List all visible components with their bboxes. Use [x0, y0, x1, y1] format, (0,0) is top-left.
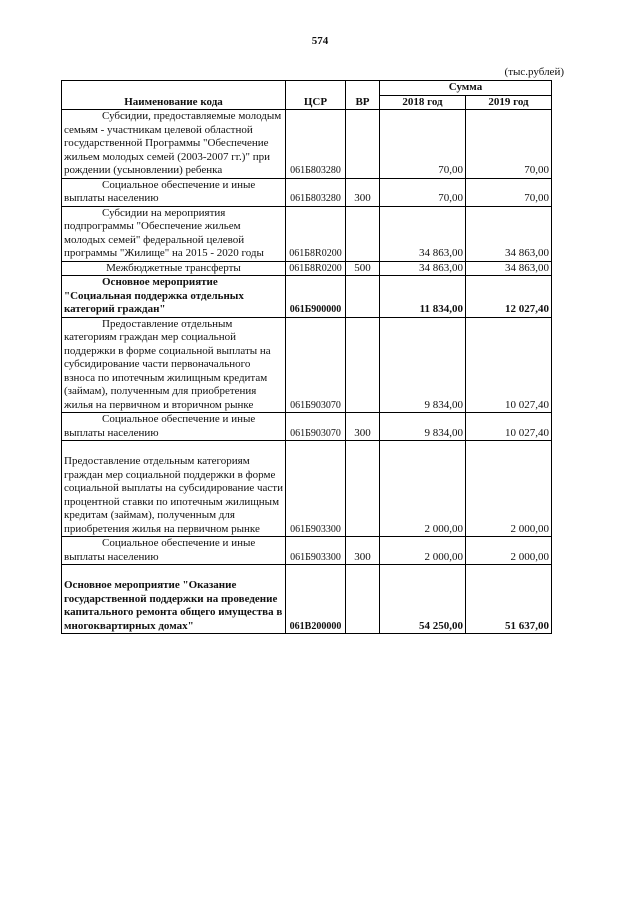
header-year-2019: 2019 год	[466, 95, 552, 110]
page-number: 574	[311, 35, 329, 47]
table-row	[62, 317, 552, 413]
row-2019: 10 027,40	[466, 413, 552, 441]
row-2018: 70,00	[380, 110, 466, 179]
row-2019: 51 637,00	[466, 565, 552, 634]
row-name: Межбюджетные трансферты	[62, 261, 286, 276]
row-2018: 34 863,00	[380, 261, 466, 276]
table-row	[62, 206, 552, 261]
row-vr	[346, 206, 380, 261]
row-csr: 061Б803280	[286, 178, 346, 206]
row-2019: 2 000,00	[466, 537, 552, 565]
budget-table	[61, 80, 552, 634]
row-name: Предоставление отдельным категориям граждан мер социальной поддержки в форме социальной выплаты на субсидирование части первоначального взноса по ипотечным жилищным кредитам (займам), полученным для приобретения жилья на первичном и вторичном рынке	[62, 317, 286, 413]
table-row	[62, 276, 552, 318]
header-vr: ВР	[346, 81, 380, 110]
row-vr	[346, 441, 380, 537]
row-2019: 34 863,00	[466, 261, 552, 276]
row-vr: 500	[346, 261, 380, 276]
row-2018: 2 000,00	[380, 537, 466, 565]
row-csr: 061Б903070	[286, 413, 346, 441]
table-row	[62, 565, 552, 634]
row-2018: 2 000,00	[380, 441, 466, 537]
row-2018: 54 250,00	[380, 565, 466, 634]
row-2019: 12 027,40	[466, 276, 552, 318]
row-csr: 061Б8R0200	[286, 206, 346, 261]
row-csr: 061В200000	[286, 565, 346, 634]
row-vr: 300	[346, 413, 380, 441]
row-name: Субсидии на мероприятия подпрограммы "Обеспечение жильем молодых семей" федеральной целевой программы "Жилище" на 2015 - 2020 годы	[62, 206, 286, 261]
row-2019: 70,00	[466, 178, 552, 206]
row-vr: 300	[346, 178, 380, 206]
row-name: Социальное обеспечение и иные выплаты населению	[62, 178, 286, 206]
units-label: (тыс.рублей)	[504, 66, 564, 78]
row-2019: 70,00	[466, 110, 552, 179]
row-2018: 70,00	[380, 178, 466, 206]
row-csr: 061Б8R0200	[286, 261, 346, 276]
row-csr: 061Б900000	[286, 276, 346, 318]
header-name: Наименование кода	[62, 81, 286, 110]
table-row	[62, 413, 552, 441]
header-sum: Сумма	[380, 81, 552, 96]
row-2018: 11 834,00	[380, 276, 466, 318]
row-csr: 061Б903300	[286, 537, 346, 565]
row-2019: 10 027,40	[466, 317, 552, 413]
header-csr: ЦСР	[286, 81, 346, 110]
row-vr	[346, 110, 380, 179]
row-name: Социальное обеспечение и иные выплаты населению	[62, 537, 286, 565]
row-2019: 2 000,00	[466, 441, 552, 537]
row-vr	[346, 276, 380, 318]
row-name: Основное мероприятие "Оказание государственной поддержки на проведение капитального ремонта общего имущества в многоквартирных домах"	[62, 565, 286, 634]
row-2018: 9 834,00	[380, 413, 466, 441]
row-vr: 300	[346, 537, 380, 565]
header-year-2018: 2018 год	[380, 95, 466, 110]
row-vr	[346, 565, 380, 634]
row-csr: 061Б903070	[286, 317, 346, 413]
row-name: Основное мероприятие "Социальная поддержка отдельных категорий граждан"	[62, 276, 286, 318]
table-row	[62, 261, 552, 276]
row-name: Социальное обеспечение и иные выплаты населению	[62, 413, 286, 441]
table-row	[62, 441, 552, 537]
table-row	[62, 110, 552, 179]
row-vr	[346, 317, 380, 413]
row-name: Предоставление отдельным категориям граждан мер социальной поддержки в форме социальной выплаты на субсидирование части процентной ставки по ипотечным жилищным кредитам (займам), полученным для приобретения жилья на первичном рынке	[62, 441, 286, 537]
row-2019: 34 863,00	[466, 206, 552, 261]
row-csr: 061Б803280	[286, 110, 346, 179]
row-2018: 9 834,00	[380, 317, 466, 413]
table-row	[62, 178, 552, 206]
row-csr: 061Б903300	[286, 441, 346, 537]
row-name: Субсидии, предоставляемые молодым семьям - участникам целевой областной государственной Программы "Обеспечение жильем молодых семей (2003-2007 гг.)" при рождении (усыновлении) ребенка	[62, 110, 286, 179]
row-2018: 34 863,00	[380, 206, 466, 261]
table-row	[62, 537, 552, 565]
